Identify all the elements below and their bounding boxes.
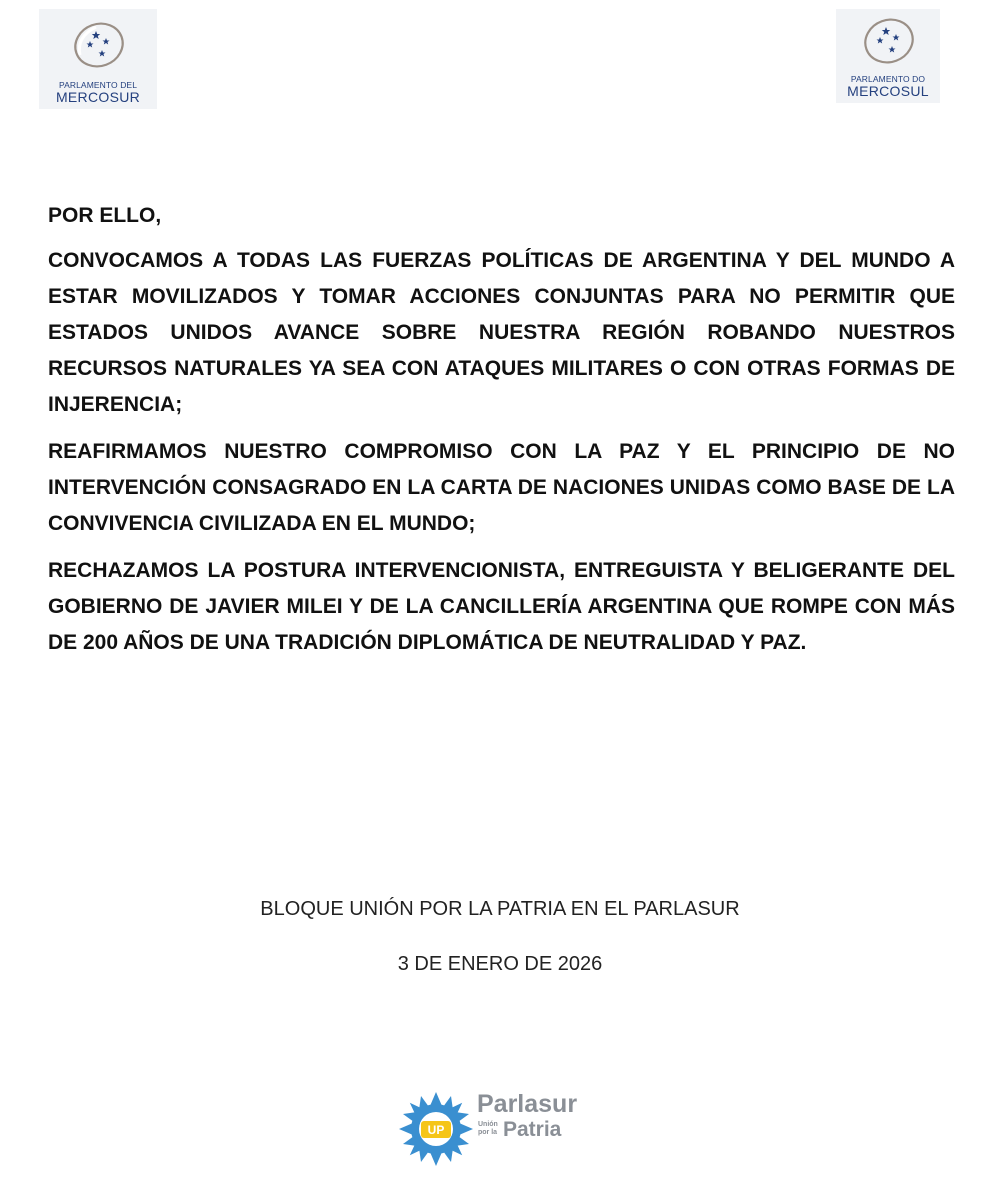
footer-logo-small-line1: Unión bbox=[478, 1121, 498, 1128]
union-por-la-patria-sun-icon bbox=[397, 1090, 475, 1168]
footer-logo-word-parlasur: Parlasur bbox=[477, 1090, 578, 1118]
signature-date: 3 DE ENERO DE 2026 bbox=[397, 953, 603, 975]
paragraph-rechazamos: RECHAZAMOS LA POSTURA INTERVENCIONISTA, ENTREGUISTA Y BELIGERANTE DEL GOBIERNO DE JAVIER MILEI Y DE LA CANCILLERÍA ARGENTINA QUE ROMPE CON MÁS DE 200 AÑOS DE UNA TRADICIÓN DIPLOMÁTICA DE NEUTRALIDAD Y PAZ. bbox=[48, 559, 955, 654]
logo-left-line1: PARLAMENTO DEL bbox=[58, 80, 138, 90]
intro-heading: POR ELLO, bbox=[48, 204, 162, 227]
paragraph-convocamos: CONVOCAMOS A TODAS LAS FUERZAS POLÍTICAS DE ARGENTINA Y DEL MUNDO A ESTAR MOVILIZADOS Y TOMAR ACCIONES CONJUNTAS PARA NO PERMITIR QUE ESTADOS UNIDOS AVANCE SOBRE NUESTRA REGIÓN ROBANDO NUESTROS RECURSOS NATURALES YA SEA CON ATAQUES MILITARES O CON OTRAS FORMAS DE INJERENCIA; bbox=[48, 249, 955, 416]
parlamento-del-mercosur-logo bbox=[39, 9, 157, 109]
footer-logo-small-line2: por la bbox=[478, 1129, 498, 1136]
up-badge-text: UP bbox=[427, 1123, 445, 1137]
logo-left-line2: MERCOSUR bbox=[55, 89, 141, 105]
parlasur-union-por-la-patria-logo bbox=[397, 1088, 597, 1170]
footer-logo-word-patria: Patria bbox=[503, 1118, 562, 1141]
logo-right-line1: PARLAMENTO DO bbox=[850, 74, 926, 84]
logo-right-line2: MERCOSUL bbox=[847, 83, 929, 99]
parlamento-do-mercosul-logo bbox=[836, 9, 940, 103]
declaration-body bbox=[48, 198, 955, 672]
mercosur-parliament-emblem-icon bbox=[856, 13, 920, 69]
paragraph-reafirmamos: REAFIRMAMOS NUESTRO COMPROMISO CON LA PAZ Y EL PRINCIPIO DE NO INTERVENCIÓN CONSAGRADO EN LA CARTA DE NACIONES UNIDAS COMO BASE DE LA CONVIVENCIA CIVILIZADA EN EL MUNDO; bbox=[48, 440, 955, 535]
signature-bloque: BLOQUE UNIÓN POR LA PATRIA EN EL PARLASUR bbox=[260, 898, 740, 920]
footer-logo-small-text bbox=[478, 1121, 504, 1137]
mercosur-parliament-emblem-icon bbox=[66, 17, 130, 73]
